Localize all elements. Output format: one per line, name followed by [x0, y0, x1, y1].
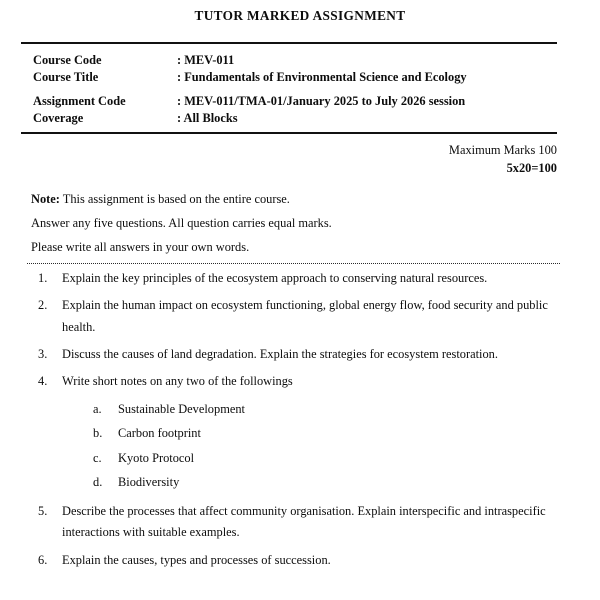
- questions-list: [31, 268, 560, 571]
- question-number: 2.: [38, 298, 48, 313]
- list-item: [31, 501, 560, 544]
- table-row: [21, 71, 557, 94]
- question-text: Describe the processes that affect community organisation. Explain interspecific and intraspecific interactions with suitable examples.: [62, 504, 546, 540]
- list-item: [62, 470, 560, 495]
- subitem-letter: a.: [93, 401, 102, 416]
- list-item: [31, 550, 560, 571]
- note-line-1: [31, 187, 570, 211]
- list-item: [31, 371, 560, 495]
- course-meta-table: [21, 50, 557, 128]
- page-title: TUTOR MARKED ASSIGNMENT: [194, 8, 406, 23]
- meta-label-coverage: Coverage: [33, 111, 84, 126]
- question-text: Explain the causes, types and processes of succession.: [62, 552, 331, 567]
- question-number: 1.: [38, 271, 48, 286]
- meta-value-course-title: : Fundamentals of Environmental Science and Ecology: [177, 70, 467, 85]
- question-number: 4.: [38, 374, 48, 389]
- list-item: [62, 446, 560, 471]
- list-item: [31, 295, 560, 338]
- note-line-3: Please write all answers in your own words.: [31, 239, 250, 254]
- meta-label-assignment-code: Assignment Code: [33, 93, 126, 108]
- subitem-letter: c.: [93, 450, 102, 465]
- table-row: [21, 50, 557, 71]
- subitem-letter: d.: [93, 475, 103, 490]
- list-item: [31, 344, 560, 365]
- question-4-sublist: [62, 397, 560, 495]
- course-meta-block: [21, 42, 557, 134]
- note-line-2: Answer any five questions. All question carries equal marks.: [31, 215, 332, 230]
- note-text: This assignment is based on the entire course.: [59, 191, 290, 206]
- list-item: [62, 421, 560, 446]
- list-item: [62, 397, 560, 422]
- question-number: 5.: [38, 504, 48, 518]
- meta-value-course-code: : MEV-011: [177, 52, 235, 67]
- question-number: 3.: [38, 347, 48, 362]
- meta-value-assignment-code: : MEV-011/TMA-01/January 2025 to July 2026 session: [177, 93, 466, 108]
- meta-label-course-code: Course Code: [33, 52, 102, 67]
- subitem-text: Carbon footprint: [118, 426, 201, 441]
- list-item: [31, 268, 560, 289]
- note-label: Note:: [31, 191, 60, 206]
- meta-label-course-title: Course Title: [33, 70, 99, 85]
- subitem-text: Kyoto Protocol: [118, 450, 195, 465]
- dotted-divider: [27, 263, 560, 264]
- subitem-letter: b.: [93, 426, 103, 441]
- question-text: Explain the key principles of the ecosystem approach to conserving natural resources.: [62, 271, 488, 286]
- maximum-marks-text: Maximum Marks 100: [448, 142, 557, 157]
- meta-value-coverage: : All Blocks: [177, 111, 238, 126]
- question-text: Explain the human impact on ecosystem functioning, global energy flow, food security and public health.: [62, 298, 548, 334]
- question-number: 6.: [38, 552, 48, 567]
- marks-split-text: 5x20=100: [506, 160, 557, 175]
- marks-section: [0, 142, 557, 178]
- notes-section: [31, 187, 570, 260]
- table-row: [21, 95, 557, 112]
- subitem-text: Sustainable Development: [118, 401, 245, 416]
- table-row: [21, 112, 557, 127]
- subitem-text: Biodiversity: [118, 475, 180, 490]
- question-text: Discuss the causes of land degradation. Explain the strategies for ecosystem restoration.: [62, 347, 498, 362]
- question-text: Write short notes on any two of the followings: [62, 374, 293, 389]
